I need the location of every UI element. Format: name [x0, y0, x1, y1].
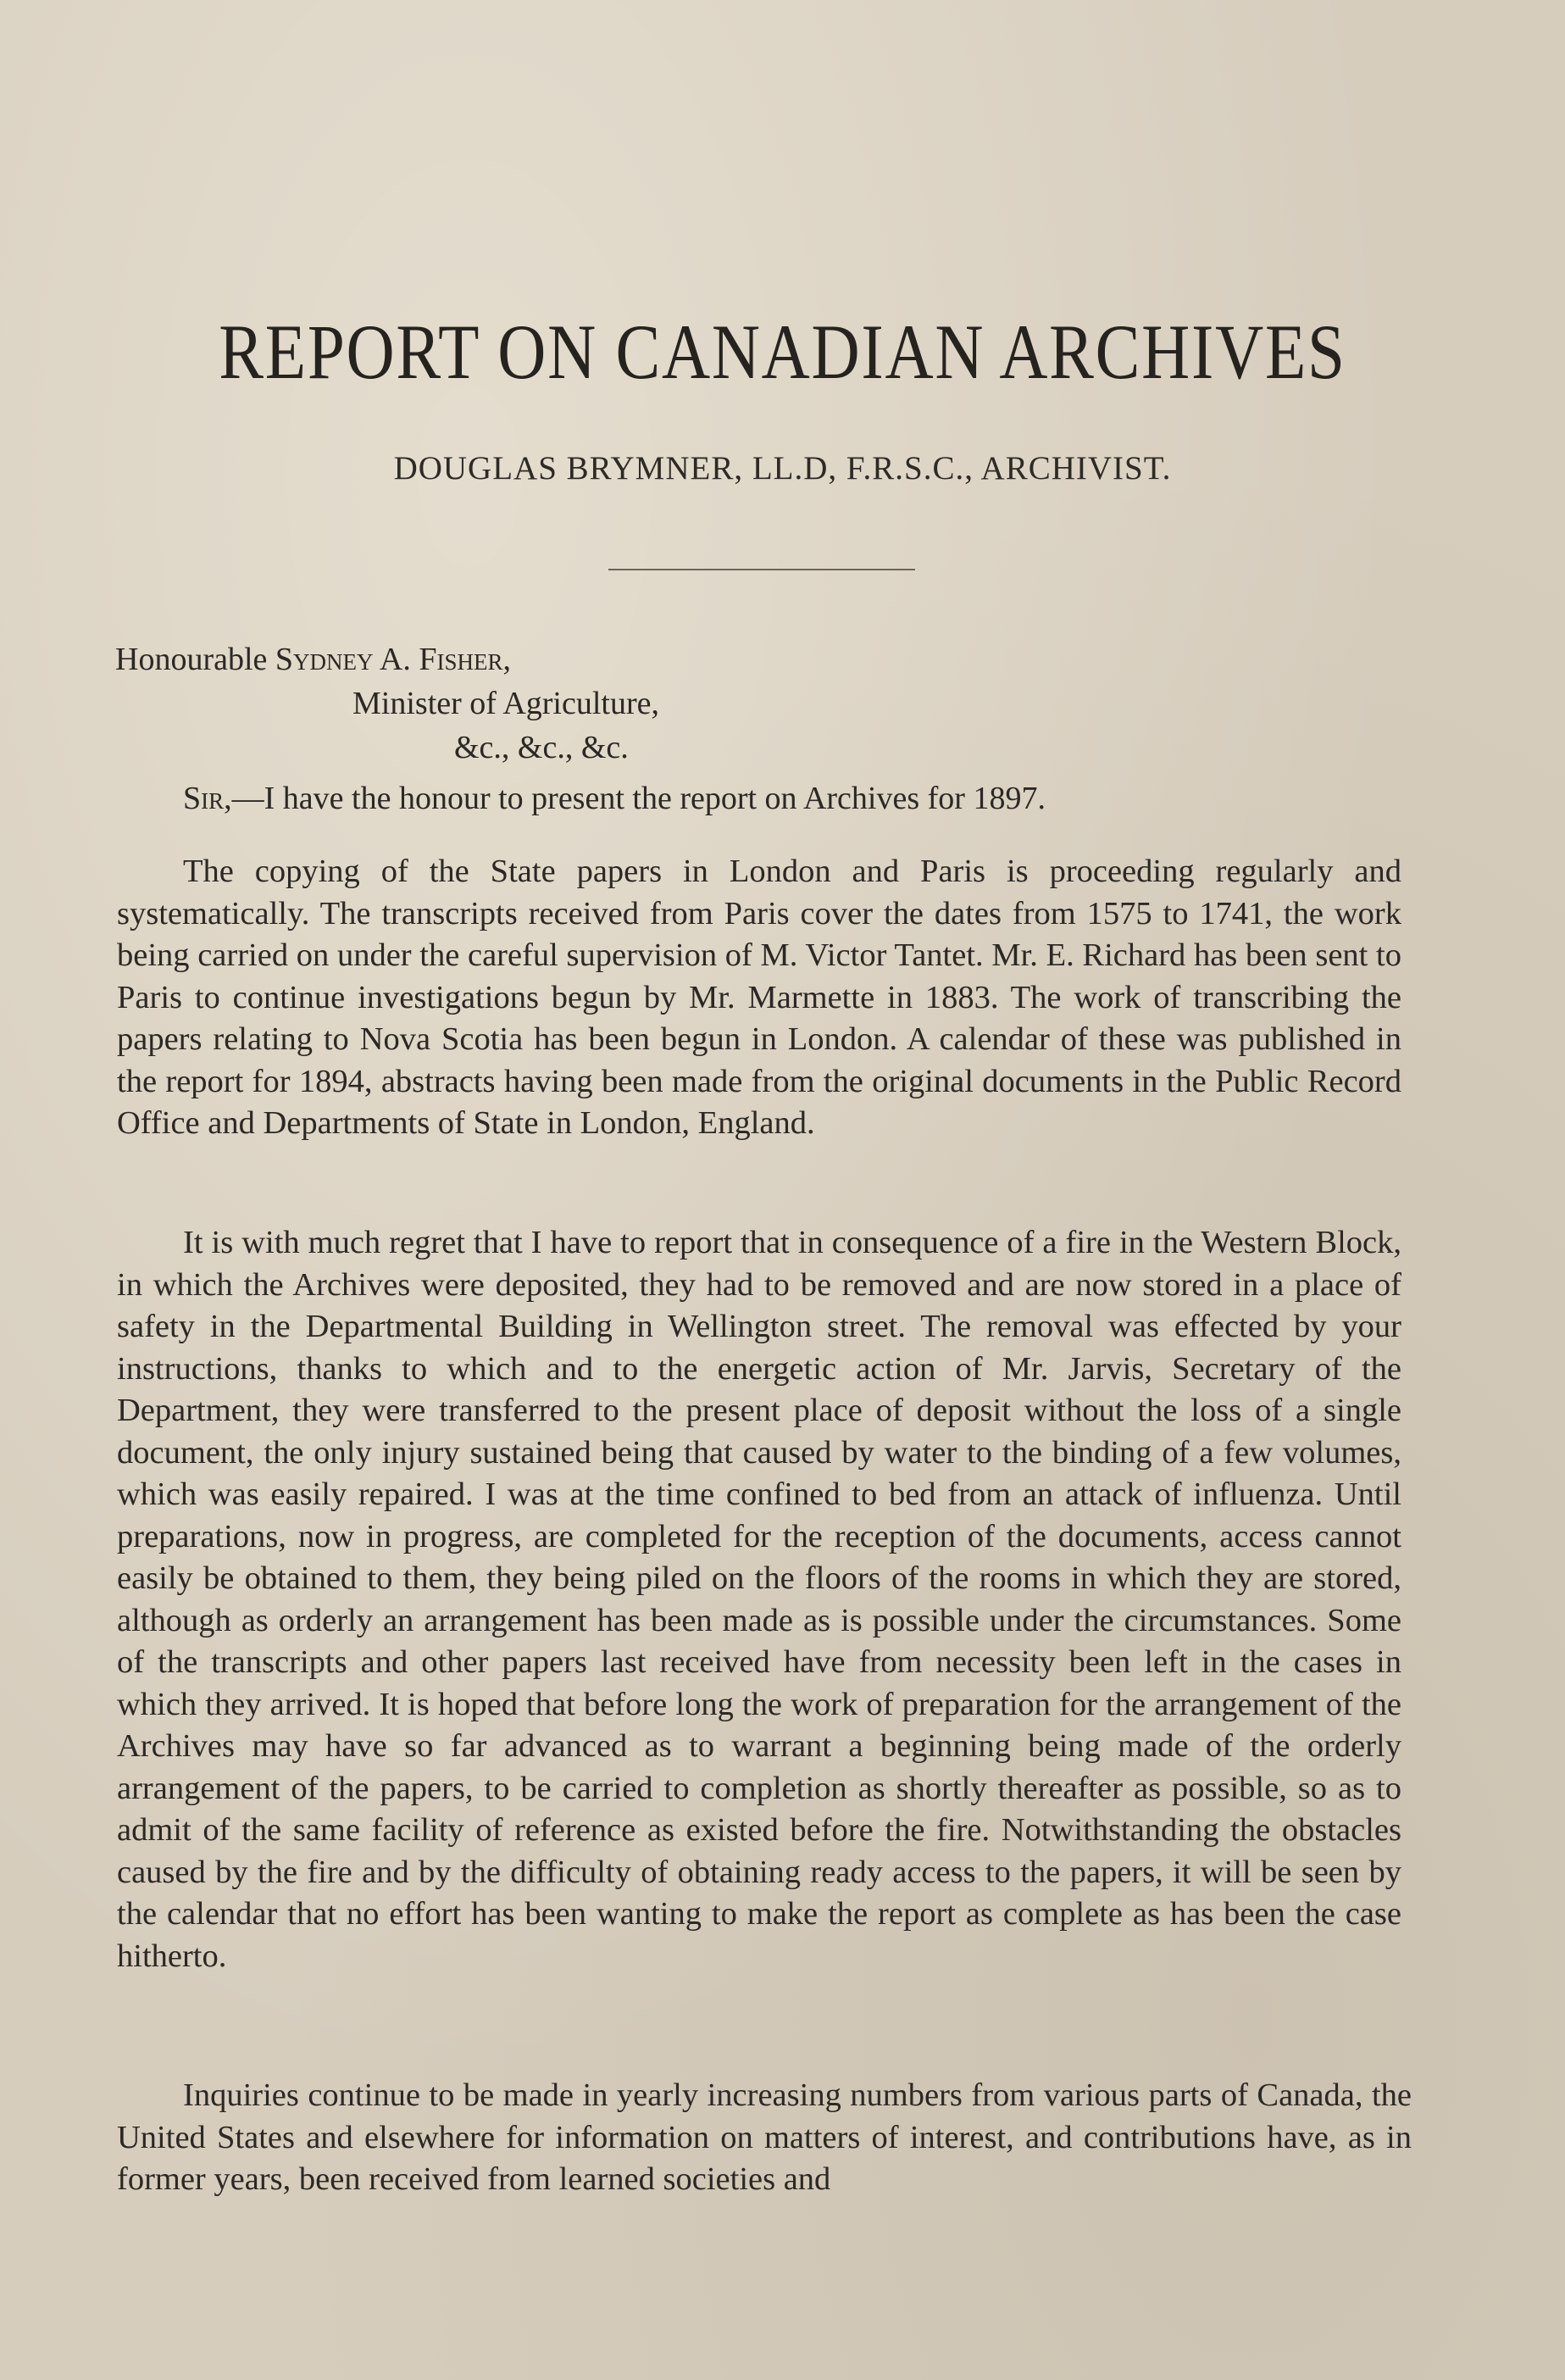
address-position: Minister of Agriculture,	[352, 686, 659, 721]
title-divider	[608, 569, 915, 570]
address-etc: &c., &c., &c.	[454, 730, 629, 765]
paragraph-copying: The copying of the State papers in London and Paris is proceeding regularly and systematically. The transcripts received from Paris cover the dates from 1575 to 1741, the work being carried on under the careful supervision of M. Victor Tantet. Mr. E. Richard has been sent to Paris to continue investigations begun by Mr. Marmette in 1883. The work of transcribing the papers relating to Nova Scotia has been begun in London. A calendar of these was published in the report for 1894, abstracts having been made from the original documents in the Public Record Office and Departments of State in London, England.	[117, 854, 1401, 1141]
salutation-text: —I have the honour to present the report on Archives for 1897.	[231, 781, 1046, 816]
address-recipient	[115, 637, 659, 681]
address-name: Sydney A. Fisher,	[275, 642, 511, 677]
report-title: REPORT ON CANADIAN ARCHIVES	[219, 309, 1346, 395]
salutation	[183, 778, 1046, 819]
report-author: DOUGLAS BRYMNER, LL.D, F.R.S.C., ARCHIVIST.	[393, 450, 1172, 487]
address-prefix: Honourable	[115, 642, 275, 677]
address-block	[115, 637, 659, 770]
salutation-sir: Sir,	[183, 781, 232, 816]
paragraph-inquiries: Inquiries continue to be made in yearly increasing numbers from various parts of Canada, the United States and elsewhere for information on matters of interest, and contributions have, as in former years, been received from learned societies and	[117, 2077, 1412, 2197]
paragraph-fire: It is with much regret that I have to report that in consequence of a fire in the Western Block, in which the Archives were deposited, they had to be removed and are now stored in a place of safety in the Departmental Building in Wellington street. The removal was effected by your instructions, thanks to which and to the energetic action of Mr. Jarvis, Secretary of the Department, they were transferred to the present place of deposit without the loss of a single document, the only injury sustained being that caused by water to the binding of a few volumes, which was easily repaired. I was at the time confined to bed from an attack of influenza. Until preparations, now in progress, are completed for the reception of the documents, access cannot easily be obtained to them, they being piled on the floors of the rooms in which they are stored, although as orderly an arrangement has been made as is possible under the circumstances. Some of the transcripts and other papers last received have from necessity been left in the cases in which they arrived. It is hoped that before long the work of preparation for the arrangement of the Archives may have so far advanced as to warrant a beginning being made of the orderly arrangement of the papers, to be carried to completion as shortly thereafter as possible, so as to admit of the same facility of reference as existed before the fire. Notwithstanding the obstacles caused by the fire and by the difficulty of obtaining ready access to the papers, it will be seen by the calendar that no effort has been wanting to make the report as complete as has been the case hitherto.	[117, 1225, 1401, 1974]
